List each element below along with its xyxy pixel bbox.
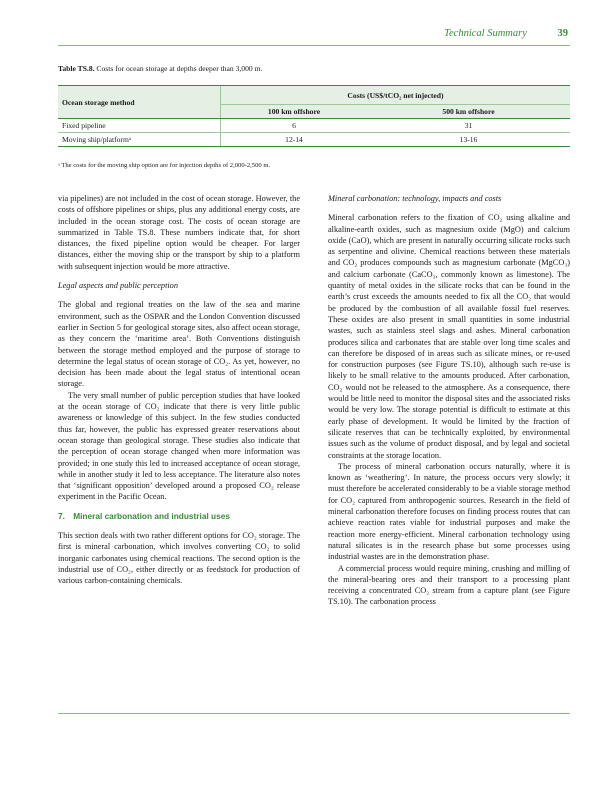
header-100km: 100 km offshore [221, 105, 368, 119]
section-heading: 7. Mineral carbonation and industrial uses [58, 510, 230, 521]
paragraph: This section deals with two rather different options for CO₂ storage. The first is mineral carbonation, which involves converting CO₂ to solid inorganic carbonates using chemical reactions. The second option is the industrial use of CO₂, either directly or as feedstock for production of various carbon-containing chemicals. [58, 531, 300, 586]
table-label: Table TS.8. [58, 64, 95, 73]
header-rule [58, 45, 570, 46]
right-column [328, 193, 570, 608]
table-caption-text: Costs for ocean storage at depths deeper than 3,000 m. [96, 64, 263, 73]
running-head [444, 28, 568, 39]
subheading-mineral: Mineral carbonation: technology, impacts and costs [328, 194, 502, 203]
table-caption [58, 64, 262, 73]
paragraph: The process of mineral carbonation occurs naturally, where it is known as ‘weathering’. In nature, the process occurs very slowly; it must therefore be accelerated considerably to be a viable storage method for CO₂ captured from anthropogenic sources. Research in the field of mineral carbonation therefore focuses on finding process routes that can achieve reaction rates viable for industrial purposes and make the reaction more energy-efficient. Mineral carbonation technology using natural silicates is in the research phase but some processes using industrial wastes are in the demonstration phase. [328, 461, 570, 562]
table-footnote: ᵃ The costs for the moving ship option are for injection depths of 2,000-2,500 m. [58, 162, 271, 169]
paragraph: A commercial process would require mining, crushing and milling of the mineral-bearing ores and their transport to a processing plant receiving a concentrated CO₂ stream from a capture plant (see Figure TS.10). The carbonation process [328, 563, 570, 607]
paragraph: Mineral carbonation refers to the fixation of CO₂ using alkaline and alkaline-earth oxides, such as magnesium oxide (MgO) and calcium oxide (CaO), which are present in naturally occurring silicate rocks such as serpentine and olivine. Chemical reactions between these materials and CO₂ produces compounds such as magnesium carbonate (MgCO₃) and calcium carbonate (CaCO₃, commonly known as limestone). The quantity of metal oxides in the silicate rocks that can be found in the earth’s crust exceeds the amounts needed to fix all the CO₂ that would be produced by the combustion of all available fossil fuel reserves. These oxides are also present in small quantities in some industrial wastes, such as stainless steel slags and ashes. Mineral carbonation produces silica and carbonates that are stable over long time scales and can therefore be disposed of in areas such as silicate mines, or re-used for construction purposes (see Figure TS.10), although such re-use is likely to be small relative to the amounts produced. After carbonation, CO₂ would not be released to the atmosphere. As a consequence, there would be little need to monitor the disposal sites and the associated risks would be very low. The storage potential is difficult to estimate at this early phase of development. It would be limited by the fraction of silicate reserves that can be technically exploited, by environmental issues such as the volume of product disposal, and by legal and societal constraints at the storage location. [328, 213, 570, 460]
section-title: Technical Summary [444, 28, 527, 39]
cell-500km: 31 [367, 119, 570, 133]
cell-500km: 13-16 [367, 133, 570, 147]
ocean-storage-cost-table [58, 85, 570, 147]
header-method: Ocean storage method [58, 86, 221, 119]
table-row [58, 119, 570, 133]
cell-method: Fixed pipeline [58, 119, 221, 133]
page-number: 39 [557, 28, 568, 39]
header-costs: Costs (US$/tCO₂ net injected) [221, 86, 571, 105]
cell-100km: 6 [221, 119, 368, 133]
table-row [58, 133, 570, 147]
header-500km: 500 km offshore [367, 105, 570, 119]
paragraph: The very small number of public perception studies that have looked at the ocean storage of CO₂ indicate that there is very little public awareness or knowledge of this subject. In the few studies conducted thus far, however, the public has expressed greater reservations about ocean storage than geological storage. These studies also indicate that the perception of ocean storage changed when more information was provided; in one study this led to increased acceptance of ocean storage, while in another study it led to less acceptance. The literature also notes that ‘significant opposition’ developed around a proposed CO₂ release experiment in the Pacific Ocean. [58, 390, 300, 502]
paragraph: via pipelines) are not included in the cost of ocean storage. However, the costs of offshore pipelines or ships, plus any additional energy costs, are included in the ocean storage cost. The costs of ocean storage are summarized in Table TS.8. These numbers indicate that, for short distances, the fixed pipeline option would be cheaper. For larger distances, either the moving ship or the transport by ship to a platform with subsequent injection would be more attractive. [58, 194, 300, 271]
footer-rule [58, 713, 570, 714]
left-column [58, 193, 300, 587]
cell-method: Moving ship/platformᵃ [58, 133, 221, 147]
cell-100km: 12-14 [221, 133, 368, 147]
paragraph: The global and regional treaties on the law of the sea and marine environment, such as the OSPAR and the London Convention discussed earlier in Section 5 for geological storage sites, also affect ocean storage, as they concern the ‘maritime area’. Both Conventions distinguish between the storage method employed and the purpose of storage to determine the legal status of ocean storage of CO₂. As yet, however, no decision has been made about the legal status of intentional ocean storage. [58, 300, 300, 389]
subheading-legal: Legal aspects and public perception [58, 281, 178, 291]
